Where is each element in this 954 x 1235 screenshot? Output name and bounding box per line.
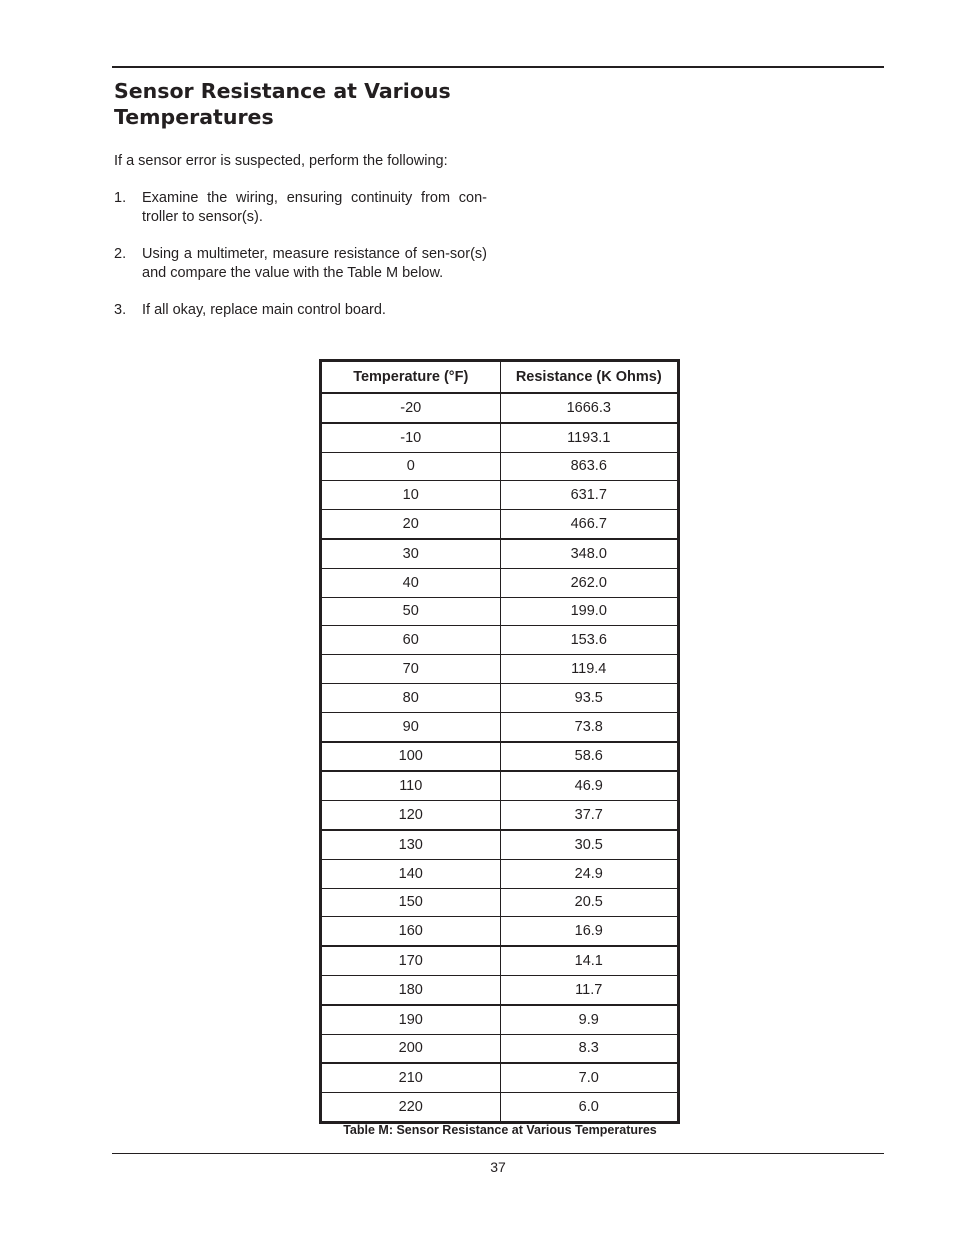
- resistance-cell: 73.8: [500, 712, 679, 741]
- table-row: [321, 510, 679, 539]
- resistance-cell: 262.0: [500, 568, 679, 597]
- step-number: 2.: [114, 246, 127, 262]
- step-number: 3.: [114, 302, 127, 318]
- temperature-cell: 60: [321, 626, 501, 655]
- table-row: [321, 568, 679, 597]
- table-caption: Table M: Sensor Resistance at Various Temperatures: [343, 1123, 657, 1137]
- temperature-cell: 130: [321, 830, 501, 859]
- table-row: [321, 742, 679, 772]
- table-row: [321, 452, 679, 481]
- table-row: [321, 393, 679, 423]
- resistance-cell: 14.1: [500, 946, 679, 975]
- table-row: [321, 801, 679, 830]
- resistance-cell: 11.7: [500, 975, 679, 1004]
- resistance-cell: 6.0: [500, 1093, 679, 1123]
- temperature-cell: 160: [321, 917, 501, 946]
- temperature-cell: 210: [321, 1063, 501, 1092]
- step-text: Examine the wiring, ensuring continuity from con-troller to sensor(s).: [142, 190, 487, 225]
- table-row: [321, 1005, 679, 1034]
- resistance-cell: 631.7: [500, 481, 679, 510]
- resistance-cell: 58.6: [500, 742, 679, 772]
- resistance-cell: 863.6: [500, 452, 679, 481]
- resistance-cell: 153.6: [500, 626, 679, 655]
- temperature-cell: 0: [321, 452, 501, 481]
- resistance-cell: 1666.3: [500, 393, 679, 423]
- procedure-steps: [114, 189, 487, 338]
- temperature-cell: 20: [321, 510, 501, 539]
- temperature-cell: 190: [321, 1005, 501, 1034]
- table-header-row: [321, 361, 679, 394]
- temperature-cell: 10: [321, 481, 501, 510]
- step-text: Using a multimeter, measure resistance of sen-sor(s) and compare the value with the Table M below.: [142, 246, 487, 281]
- resistance-cell: 24.9: [500, 859, 679, 888]
- resistance-cell: 37.7: [500, 801, 679, 830]
- table-row: [321, 888, 679, 917]
- temperature-cell: 150: [321, 888, 501, 917]
- resistance-cell: 30.5: [500, 830, 679, 859]
- table-row: [321, 917, 679, 946]
- sensor-resistance-table: [319, 359, 680, 1124]
- table-row: [321, 771, 679, 800]
- table-row: [321, 1063, 679, 1092]
- procedure-step: [114, 189, 487, 227]
- page-title: Sensor Resistance at Various Temperatures: [114, 79, 451, 129]
- table-row: [321, 481, 679, 510]
- resistance-cell: 348.0: [500, 539, 679, 568]
- resistance-cell: 9.9: [500, 1005, 679, 1034]
- resistance-cell: 7.0: [500, 1063, 679, 1092]
- procedure-step: [114, 301, 487, 320]
- resistance-cell: 199.0: [500, 597, 679, 626]
- temperature-cell: 200: [321, 1034, 501, 1063]
- temperature-cell: 170: [321, 946, 501, 975]
- temperature-cell: 40: [321, 568, 501, 597]
- resistance-cell: 119.4: [500, 655, 679, 684]
- resistance-cell: 16.9: [500, 917, 679, 946]
- table-row: [321, 683, 679, 712]
- header-temperature: Temperature (°F): [321, 361, 501, 394]
- resistance-cell: 46.9: [500, 771, 679, 800]
- temperature-cell: 90: [321, 712, 501, 741]
- temperature-cell: -20: [321, 393, 501, 423]
- table-row: [321, 597, 679, 626]
- resistance-cell: 20.5: [500, 888, 679, 917]
- table-body: [321, 393, 679, 1122]
- page-number: 37: [490, 1159, 506, 1175]
- procedure-step: [114, 245, 487, 283]
- temperature-cell: 100: [321, 742, 501, 772]
- temperature-cell: 140: [321, 859, 501, 888]
- resistance-cell: 8.3: [500, 1034, 679, 1063]
- temperature-cell: 120: [321, 801, 501, 830]
- table-row: [321, 712, 679, 741]
- step-text: If all okay, replace main control board.: [142, 302, 386, 318]
- table-row: [321, 975, 679, 1004]
- table-row: [321, 626, 679, 655]
- temperature-cell: 80: [321, 683, 501, 712]
- resistance-cell: 466.7: [500, 510, 679, 539]
- header-resistance: Resistance (K Ohms): [500, 361, 679, 394]
- top-rule: [112, 66, 884, 68]
- temperature-cell: -10: [321, 423, 501, 452]
- table-row: [321, 539, 679, 568]
- bottom-rule: [112, 1153, 884, 1154]
- table-row: [321, 1034, 679, 1063]
- temperature-cell: 180: [321, 975, 501, 1004]
- resistance-cell: 1193.1: [500, 423, 679, 452]
- table-row: [321, 423, 679, 452]
- temperature-cell: 220: [321, 1093, 501, 1123]
- temperature-cell: 110: [321, 771, 501, 800]
- temperature-cell: 50: [321, 597, 501, 626]
- table-row: [321, 830, 679, 859]
- table-row: [321, 1093, 679, 1123]
- resistance-cell: 93.5: [500, 683, 679, 712]
- intro-text: If a sensor error is suspected, perform the following:: [114, 153, 448, 169]
- step-number: 1.: [114, 190, 127, 206]
- table-row: [321, 859, 679, 888]
- temperature-cell: 70: [321, 655, 501, 684]
- table-row: [321, 946, 679, 975]
- table-row: [321, 655, 679, 684]
- temperature-cell: 30: [321, 539, 501, 568]
